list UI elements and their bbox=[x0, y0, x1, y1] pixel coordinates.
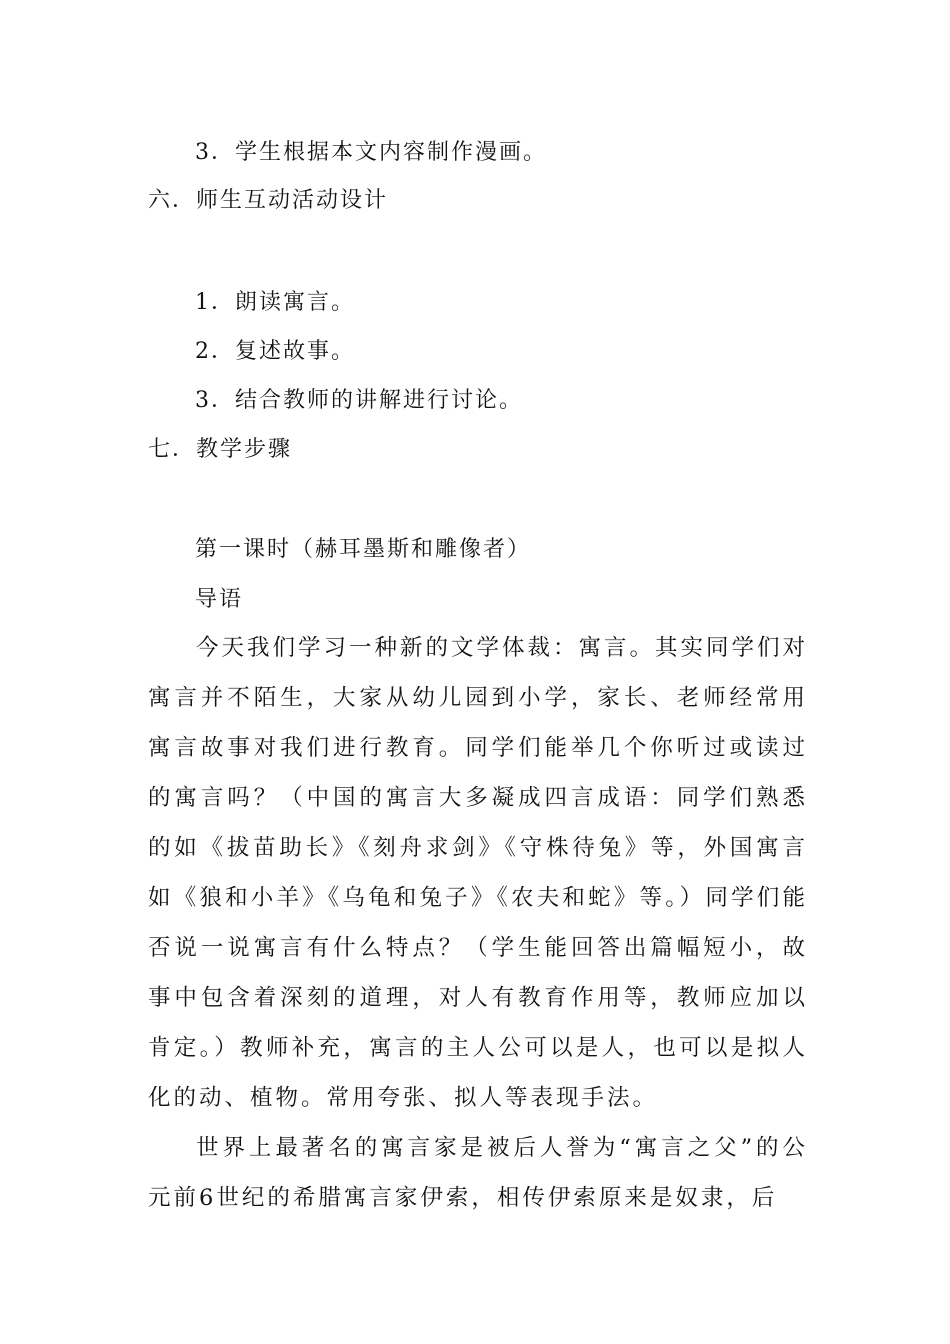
list-item-retell-story: 2．复述故事。 bbox=[195, 339, 355, 364]
section-heading-interaction-design: 六．师生互动活动设计 bbox=[148, 188, 389, 213]
body-paragraph: 世界上最著名的寓言家是被后人誉为“寓言之父”的公元前6世纪的希腊寓言家伊索，相传伊索原来是奴隶，后 bbox=[148, 1135, 808, 1211]
section-heading-teaching-steps: 七．教学步骤 bbox=[148, 437, 293, 462]
body-paragraph: 今天我们学习一种新的文学体裁：寓言。其实同学们对寓言并不陌生，大家从幼儿园到小学，家长、老师经常用寓言故事对我们进行教育。同学们能举几个你听过或读过的寓言吗？（中国的寓言大多凝成四言成语：同学们熟悉的如《拔苗助长》《刻舟求剑》《守株待兔》等，外国寓言如《狼和小羊》《乌龟和兔子》《农夫和蛇》等。）同学们能否说一说寓言有什么特点？（学生能回答出篇幅短小，故事中包含着深刻的道理，对人有教育作用等，教师应加以肯定。）教师补充，寓言的主人公可以是人，也可以是拟人化的动、植物。常用夸张、拟人等表现手法。 bbox=[148, 635, 809, 1111]
lesson-title: 第一课时（赫耳墨斯和雕像者） bbox=[195, 537, 532, 562]
list-item-make-comic: 3．学生根据本文内容制作漫画。 bbox=[195, 140, 547, 165]
list-item-discussion: 3．结合教师的讲解进行讨论。 bbox=[195, 388, 523, 413]
intro-label: 导语 bbox=[195, 587, 244, 612]
list-item-read-fable: 1．朗读寓言。 bbox=[195, 290, 355, 315]
